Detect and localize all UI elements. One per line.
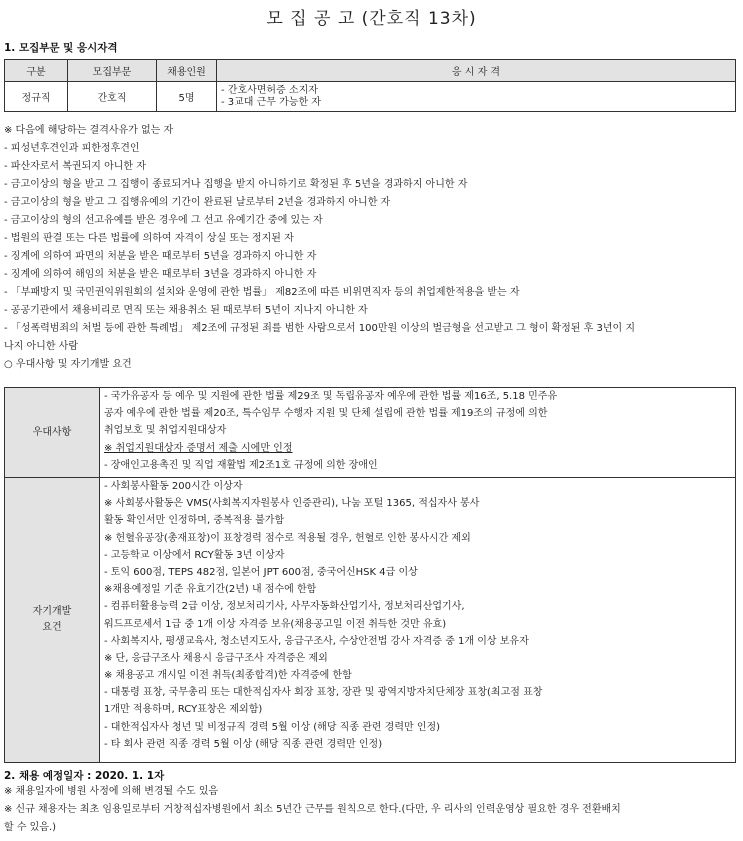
list-item: 나지 아니한 사람 xyxy=(4,341,78,352)
section2-notes xyxy=(4,783,740,837)
selfdev-line: - 컴퓨터활용능력 2급 이상, 정보처리기사, 사무자동화산업기사, 정보처리산업기사, xyxy=(104,601,465,613)
selfdev-label-line: 요건 xyxy=(42,622,62,633)
cell-count: 5명 xyxy=(157,82,217,112)
section1-heading: 1. 모집부문 및 응시자격 xyxy=(4,42,118,54)
col-header-qualification: 응 시 자 격 xyxy=(217,60,736,82)
list-item: - 금고이상의 형을 받고 그 집행이 종료되거나 집행을 받지 아니하기로 확정된 후 5년을 경과하지 아니한 자 xyxy=(4,179,468,190)
selfdev-line: ※ 단, 응급구조사 채용시 응급구조사 자격증은 제외 xyxy=(104,652,328,664)
list-item: - 법원의 판결 또는 다른 법률에 의하여 자격이 상실 또는 정지된 자 xyxy=(4,233,294,244)
note-line: 할 수 있음.) xyxy=(4,822,57,833)
preference-content xyxy=(100,388,736,478)
selfdev-label-line: 자기개발 xyxy=(32,606,72,617)
recruitment-table xyxy=(4,59,736,112)
list-item: - 공공기관에서 채용비리로 면직 또는 채용취소 된 때로부터 5년이 지나지 아니한 자 xyxy=(4,305,368,316)
cell-dept: 간호직 xyxy=(68,82,157,112)
section2-heading: 2. 채용 예정일자 : 2020. 1. 1자 xyxy=(4,770,165,782)
cell-qualification xyxy=(217,82,736,112)
list-item: - 금고이상의 형의 선고유예를 받은 경우에 그 선고 유예기간 중에 있는 자 xyxy=(4,215,323,226)
list-item: - 징계에 의하여 파면의 처분을 받은 때로부터 5년을 경과하지 아니한 자 xyxy=(4,251,317,262)
selfdev-line: - 사회봉사활동 200시간 이상자 xyxy=(104,481,243,492)
selfdev-line: - 타 회사 관련 직종 경력 5월 이상 (해당 직종 관련 경력만 인정) xyxy=(104,738,383,750)
disqualification-list xyxy=(4,122,740,374)
col-header-dept: 모집부문 xyxy=(68,60,157,82)
list-item: - 징계에 의하여 해임의 처분을 받은 때로부터 3년을 경과하지 아니한 자 xyxy=(4,269,317,280)
preference-table xyxy=(4,387,736,763)
note-line: ※ 채용일자에 병원 사정에 의해 변경될 수도 있음 xyxy=(4,786,219,797)
selfdev-line: ※채용예정일 기준 유효기간(2년) 내 점수에 한함 xyxy=(104,584,317,596)
col-header-count: 채용인원 xyxy=(157,60,217,82)
selfdev-line: ※ 헌혈유공장(총재표창)이 표창경력 점수로 적용될 경우, 헌혈로 인한 봉사시간 제외 xyxy=(104,532,471,544)
selfdev-label xyxy=(5,478,100,763)
list-item: - 파산자로서 복권되지 아니한 자 xyxy=(4,161,146,172)
selfdev-line: 활동 확인서만 인정하며, 중복적용 불가함 xyxy=(104,515,285,527)
selfdev-content xyxy=(100,478,736,763)
table-header-row xyxy=(5,60,736,82)
selfdev-line: - 사회복지사, 평생교육사, 청소년지도사, 응급구조사, 수상안전법 강사 자격증 중 1개 이상 보유자 xyxy=(104,635,529,647)
preference-line: - 국가유공자 등 예우 및 지원에 관한 법률 제29조 및 독립유공자 예우에 관한 법률 제16조, 5.18 민주유 xyxy=(104,391,558,402)
list-item: ※ 다음에 해당하는 결격사유가 없는 자 xyxy=(4,125,174,136)
col-header-type: 구분 xyxy=(5,60,68,82)
page-title: 모 집 공 고 (간호직 13차) xyxy=(266,9,477,29)
selfdev-line: ※ 채용공고 개시일 이전 취득(최종합격)한 자격증에 한함 xyxy=(104,670,352,682)
preference-label: 우대사항 xyxy=(5,388,100,478)
selfdev-row xyxy=(5,478,736,763)
list-item: - 금고이상의 형을 받고 그 집행유예의 기간이 완료된 날로부터 2년을 경과하지 아니한 자 xyxy=(4,197,391,208)
selfdev-line: - 토익 600점, TEPS 482점, 일본어 JPT 600점, 중국어신HSK 4급 이상 xyxy=(104,566,418,578)
selfdev-line: ※ 사회봉사활동은 VMS(사회복지자원봉사 인증관리), 나눔 포털 1365, 적십자사 봉사 xyxy=(104,498,480,510)
selfdev-line: - 대통령 표창, 국무총리 또는 대한적십자사 회장 표창, 장관 및 광역지방자치단체장 표창(최고점 표창 xyxy=(104,687,543,699)
selfdev-line: 1개만 적용하며, RCY표창은 제외함) xyxy=(104,704,263,716)
list-item: - 피성년후견인과 피한정후견인 xyxy=(4,143,140,154)
qualification-line: - 간호사면허증 소지자 xyxy=(221,84,318,96)
selfdev-line: - 고등학교 이상에서 RCY활동 3년 이상자 xyxy=(104,549,285,561)
preference-line: 취업보호 및 취업지원대상자 xyxy=(104,425,227,437)
preference-note: ※ 취업지원대상자 증명서 제출 시에만 인정 xyxy=(104,442,293,454)
selfdev-line: 워드프로세서 1급 중 1개 이상 자격증 보유(채용공고일 이전 취득한 것만 유효) xyxy=(104,618,447,630)
qualification-line: - 3교대 근무 가능한 자 xyxy=(221,96,321,108)
list-item: - 「성폭력범죄의 처벌 등에 관한 특례법」 제2조에 규정된 죄를 범한 사람으로서 100만원 이상의 벌금형을 선고받고 그 형이 확정된 후 3년이 지 xyxy=(4,323,635,334)
preference-line: 공자 예우에 관한 법률 제20조, 특수임무 수행자 지원 및 단체 설립에 관한 법률 제19조의 규정에 의한 xyxy=(104,408,548,420)
preference-line: - 장애인고용촉진 및 직업 재활법 제2조1호 규정에 의한 장애인 xyxy=(104,459,378,471)
list-item: - 「부패방지 및 국민권익위원회의 설치와 운영에 관한 법률」 제82조에 따른 비위면직자 등의 취업제한적용을 받는 자 xyxy=(4,287,520,298)
cell-type: 정규직 xyxy=(5,82,68,112)
table-row xyxy=(5,82,736,112)
selfdev-line: - 대한적십자사 청년 및 비정규직 경력 5월 이상 (해당 직종 관련 경력만 인정) xyxy=(104,721,441,733)
subsection-heading: ○ 우대사항 및 자기개발 요건 xyxy=(4,359,132,370)
note-line: ※ 신규 채용자는 최초 임용일로부터 거창적십자병원에서 최소 5년간 근무를 원칙으로 한다.(다만, 우 리사의 인력운영상 필요한 경우 전환배치 xyxy=(4,804,621,815)
preference-row xyxy=(5,388,736,478)
